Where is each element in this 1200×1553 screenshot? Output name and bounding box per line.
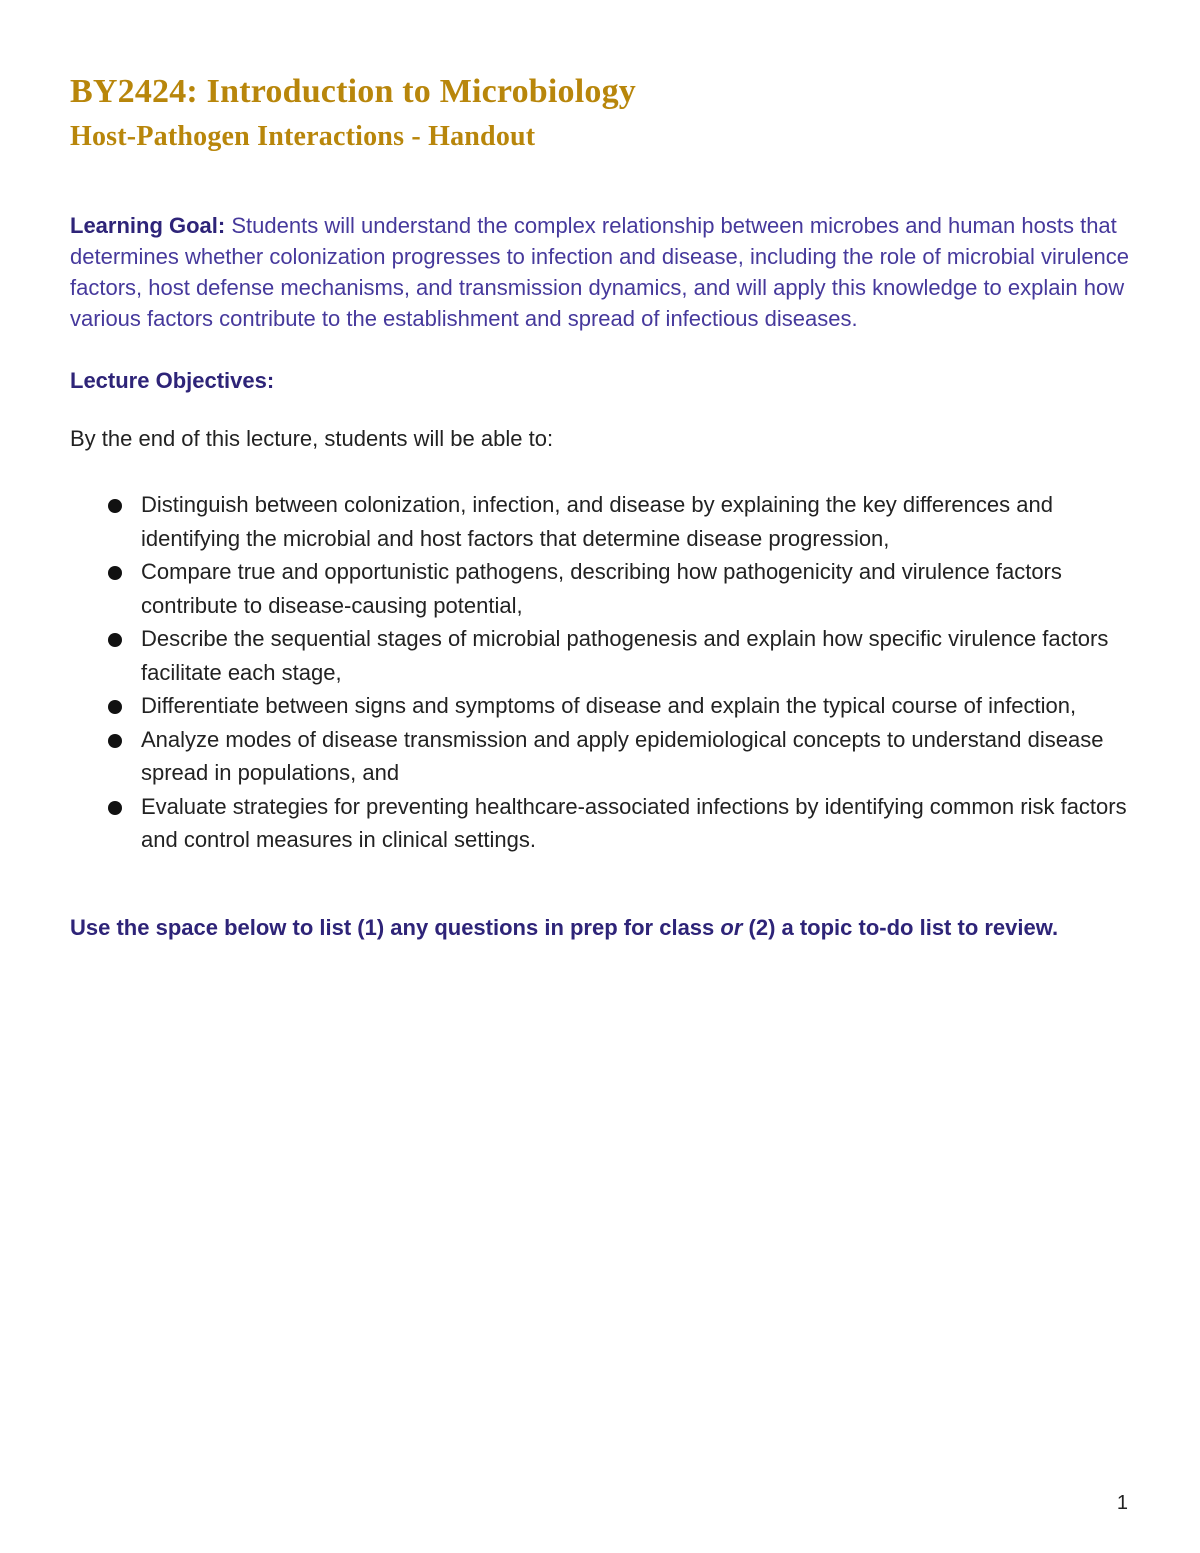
objectives-list (70, 488, 1140, 857)
objective-text: Analyze modes of disease transmission and apply epidemiological concepts to understand disease spread in populations, and (141, 726, 1104, 785)
objective-item (70, 622, 1131, 689)
objective-text: Differentiate between signs and symptoms of disease and explain the typical course of infection, (141, 693, 1077, 718)
learning-goal-text: Students will understand the complex relationship between microbes and human hosts that determines whether colonization progresses to infection and disease, including the role of microbial virulence factors, host defense mechanisms, and transmission dynamics, and will apply this knowledge to explain how various factors contribute to the establishment and spread of infectious diseases. (70, 213, 1130, 331)
learning-goal-label: Learning Goal: (70, 213, 226, 238)
bullet-icon (108, 734, 122, 748)
notes-prompt-emphasis: or (720, 914, 743, 940)
bullet-icon (108, 700, 122, 714)
objective-item (70, 790, 1131, 857)
objective-text: Evaluate strategies for preventing healthcare-associated infections by identifying common risk factors and control measures in clinical settings. (141, 793, 1127, 852)
bullet-icon (108, 801, 122, 815)
notes-prompt-part2: (2) a topic to-do list to review. (742, 914, 1059, 940)
document-title: BY2424: Introduction to Microbiology (70, 73, 637, 110)
learning-goal (70, 210, 1135, 334)
notes-prompt-part1: Use the space below to list (1) any questions in prep for class (70, 914, 721, 940)
notes-prompt (70, 912, 1140, 943)
objective-item (70, 555, 1131, 622)
objective-item (70, 488, 1131, 555)
page-number: 1 (1116, 1492, 1128, 1514)
objectives-intro: By the end of this lecture, students will be able to: (70, 426, 554, 451)
objective-item (70, 723, 1131, 790)
objective-text: Compare true and opportunistic pathogens, describing how pathogenicity and virulence factors contribute to disease-causing potential, (141, 559, 1062, 618)
objective-text: Distinguish between colonization, infection, and disease by explaining the key differences and identifying the microbial and host factors that determine disease progression, (141, 492, 1053, 551)
document-subtitle: Host-Pathogen Interactions - Handout (70, 121, 536, 152)
objective-item (70, 689, 1131, 723)
bullet-icon (108, 633, 122, 647)
objectives-heading: Lecture Objectives: (70, 368, 275, 393)
bullet-icon (108, 499, 122, 513)
bullet-icon (108, 566, 122, 580)
objective-text: Describe the sequential stages of microbial pathogenesis and explain how specific virulence factors facilitate each stage, (141, 626, 1109, 685)
handout-page (70, 70, 1140, 943)
